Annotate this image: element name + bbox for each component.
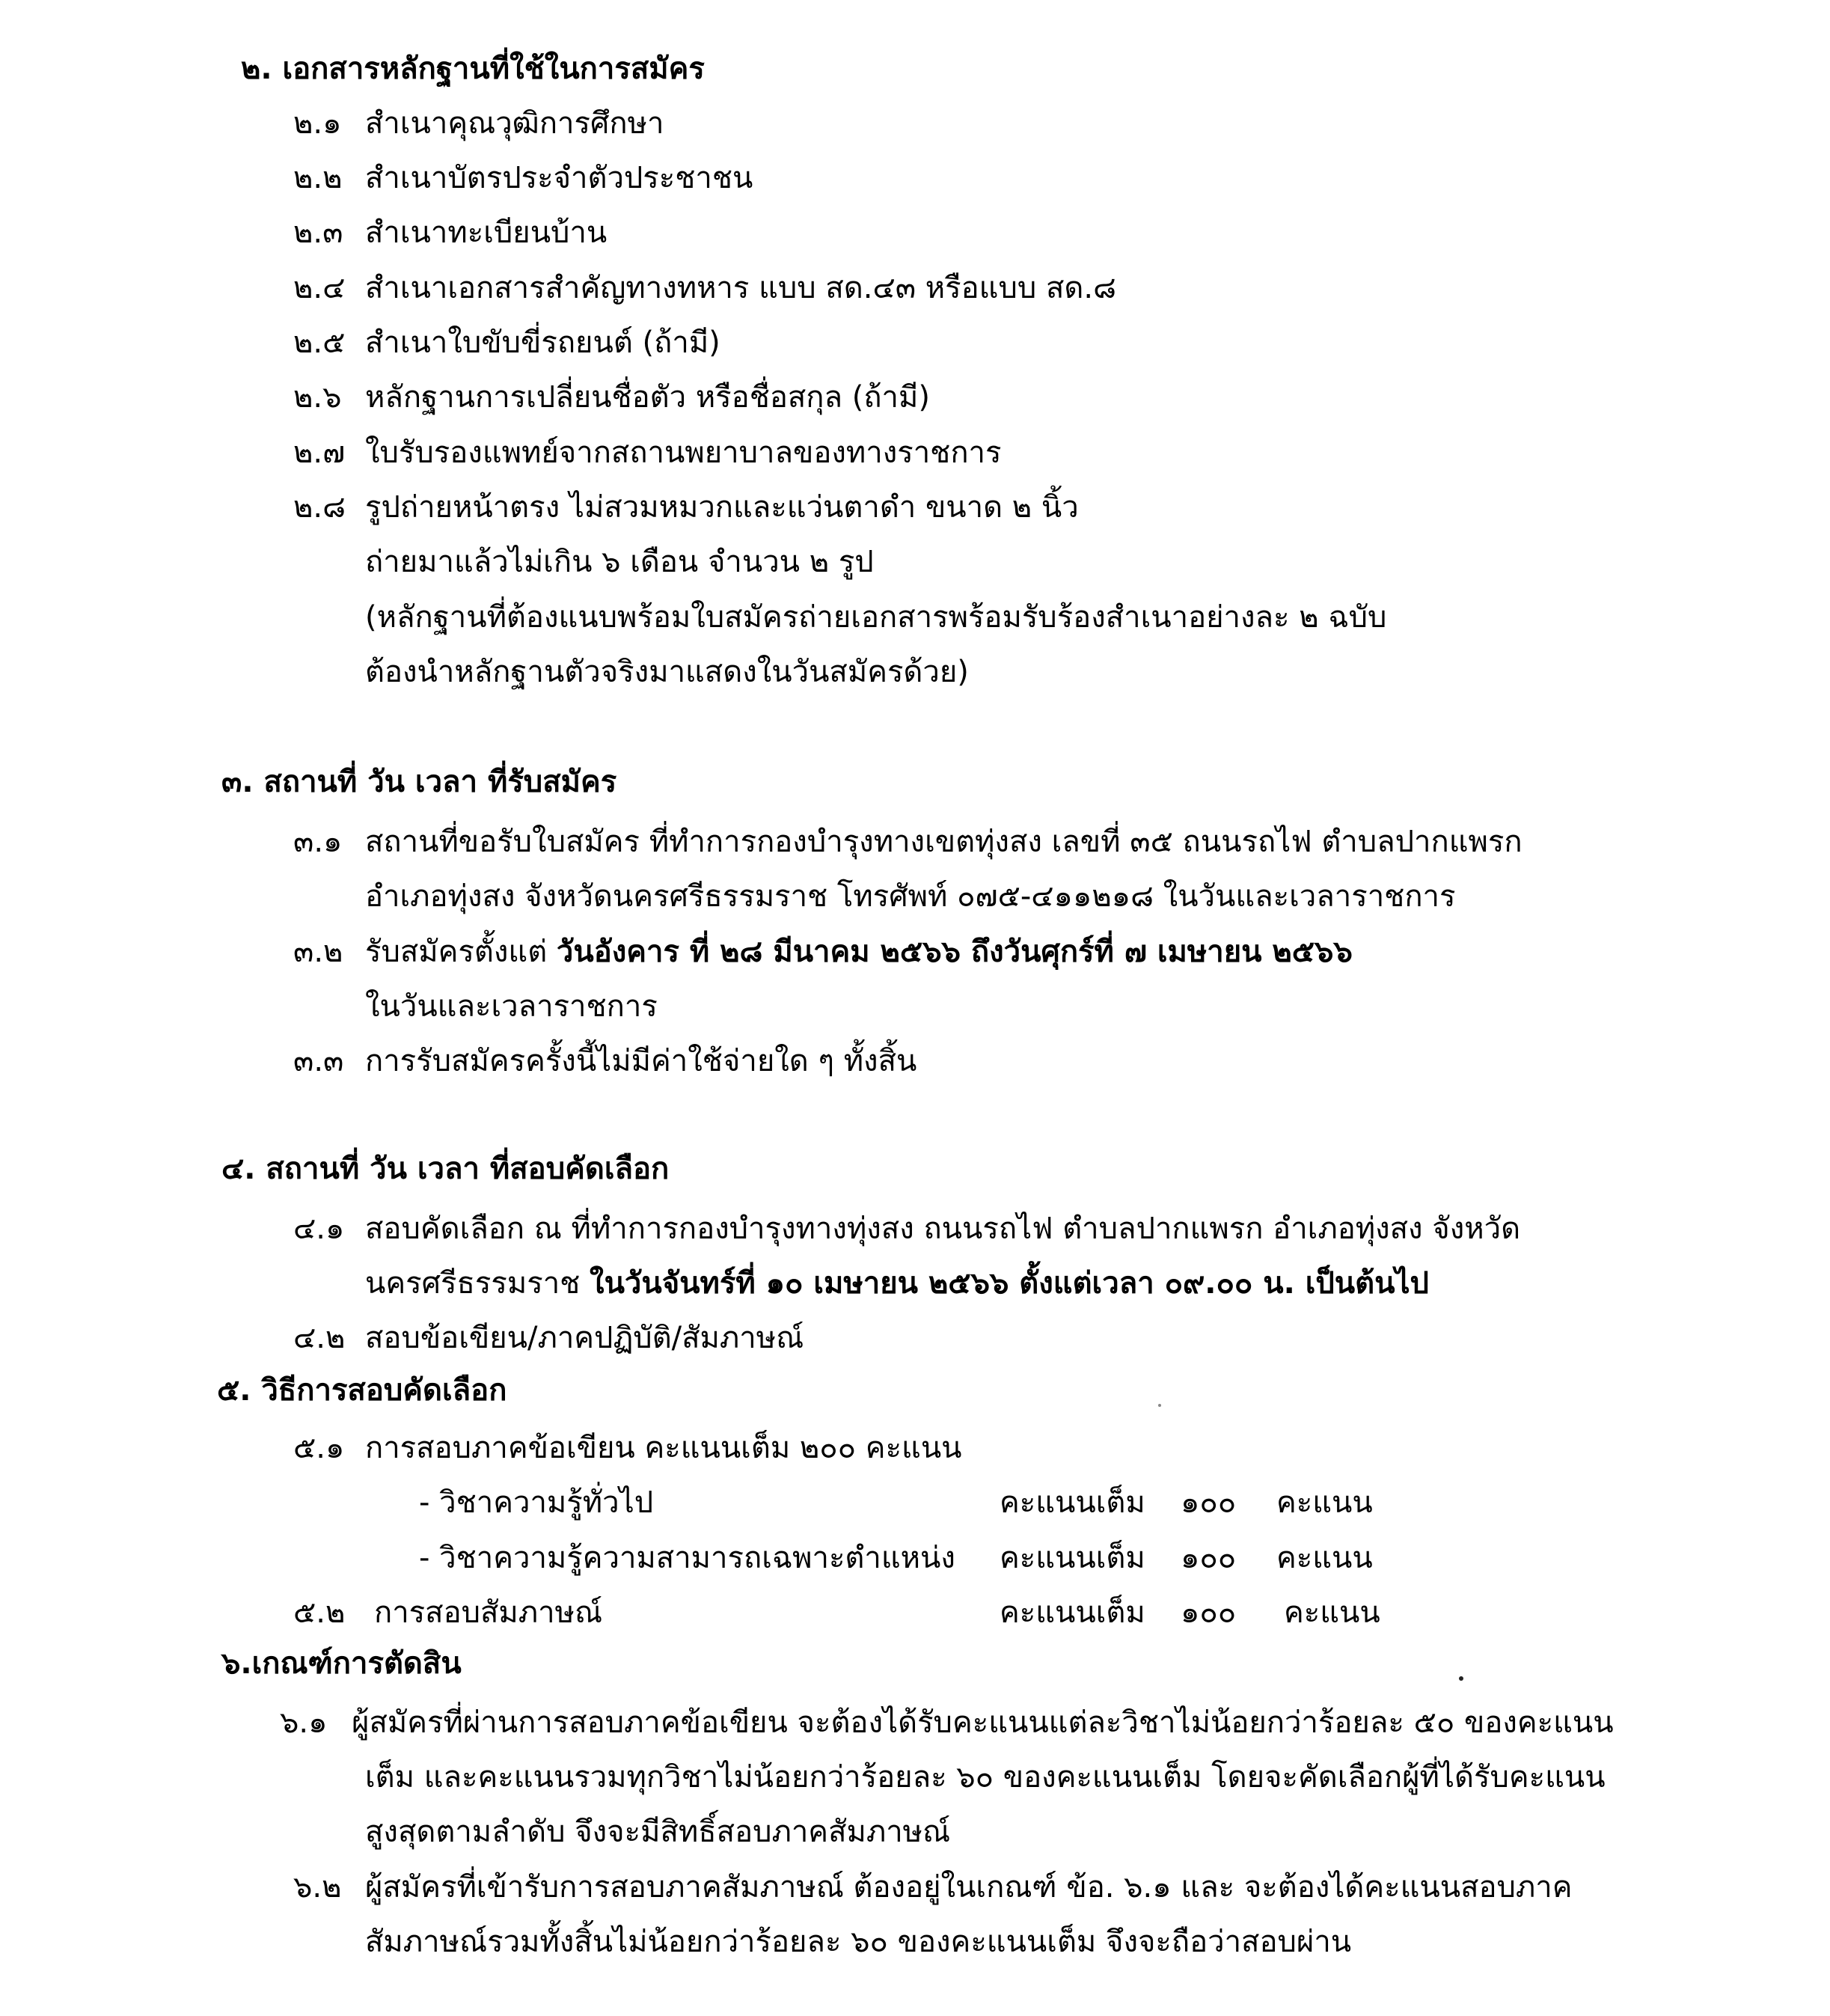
- item-text: สำเนาใบขับขี่รถยนต์ (ถ้ามี): [365, 326, 720, 360]
- list-item: [293, 432, 1002, 474]
- item-text: ใบรับรองแพทย์จากสถานพยาบาลของทางราชการ: [365, 436, 1002, 470]
- item-number: ๒.๕: [293, 326, 346, 360]
- item-continuation: ถ่ายมาแล้วไม่เกิน ๖ เดือน จำนวน ๒ รูป: [365, 545, 874, 579]
- score-unit: คะแนน: [1276, 1485, 1373, 1520]
- item-continuation: ในวันและเวลาราชการ: [365, 989, 658, 1024]
- item-number: ๕.๑: [293, 1431, 345, 1465]
- item-number: ๓.๑: [293, 825, 343, 859]
- section-5-heading: ๕. วิธีการสอบคัดเลือก: [217, 1373, 507, 1408]
- list-item: [293, 931, 1353, 973]
- item-text: หลักฐานการเปลี่ยนชื่อตัว หรือชื่อสกุล (ถ้ามี): [365, 380, 930, 415]
- item-number: ๔.๑: [293, 1212, 345, 1246]
- item-text: การสอบภาคข้อเขียน คะแนนเต็ม ๒๐๐ คะแนน: [365, 1431, 962, 1465]
- list-item: [280, 1702, 1614, 1744]
- item-text: สถานที่ขอรับใบสมัคร ที่ทำการกองบำรุงทางเขตทุ่งสง เลขที่ ๓๕ ถนนรถไฟ ตำบลปากแพรก: [365, 825, 1523, 859]
- item-text: รูปถ่ายหน้าตรง ไม่สวมหมวกและแว่นตาดำ ขนาด ๒ นิ้ว: [365, 490, 1079, 525]
- list-item: [293, 157, 753, 199]
- section-4-heading: ๔. สถานที่ วัน เวลา ที่สอบคัดเลือก: [221, 1152, 670, 1186]
- scan-speck: [1158, 1404, 1161, 1407]
- list-item: [293, 376, 930, 418]
- list-item: [293, 1208, 1520, 1250]
- note-line: (หลักฐานที่ต้องแนบพร้อมใบสมัครถ่ายเอกสารพร้อมรับร้องสำเนาอย่างละ ๒ ฉบับ: [365, 600, 1387, 635]
- item-number: ๖.๒: [293, 1870, 342, 1904]
- list-item: [293, 1040, 916, 1082]
- sub-item-label: - วิชาความรู้ทั่วไป: [419, 1485, 654, 1520]
- score-value: ๑๐๐: [1181, 1485, 1237, 1520]
- section-6-heading: ๖.เกณฑ์การตัดสิน: [221, 1646, 462, 1681]
- list-item: [293, 1592, 602, 1634]
- item-number: ๒.๖: [293, 380, 342, 415]
- score-unit: คะแนน: [1284, 1595, 1380, 1630]
- item-number: ๒.๒: [293, 161, 343, 195]
- section-2-heading: ๒. เอกสารหลักฐานที่ใช้ในการสมัคร: [241, 52, 705, 86]
- province-text: นครศรีธรรมราช: [365, 1266, 590, 1301]
- item-number: ๒.๔: [293, 271, 346, 305]
- item-continuation: เต็ม และคะแนนรวมทุกวิชาไม่น้อยกว่าร้อยละ ๖๐ ของคะแนนเต็ม โดยจะคัดเลือกผู้ที่ได้รับคะแนน: [365, 1760, 1606, 1794]
- application-dates: วันอังคาร ที่ ๒๘ มีนาคม ๒๕๖๖ ถึงวันศุกร์ที่ ๗ เมษายน ๒๕๖๖: [556, 935, 1353, 969]
- item-continuation: สูงสุดตามลำดับ จึงจะมีสิทธิ์สอบภาคสัมภาษณ์: [365, 1815, 951, 1849]
- score-value: ๑๐๐: [1181, 1595, 1237, 1630]
- item-number: ๖.๑: [280, 1705, 328, 1740]
- item-text: สอบคัดเลือก ณ ที่ทำการกองบำรุงทางทุ่งสง ถนนรถไฟ ตำบลปากแพรก อำเภอทุ่งสง จังหวัด: [365, 1212, 1521, 1246]
- score-unit: คะแนน: [1276, 1541, 1373, 1575]
- sub-item-label: - วิชาความรู้ความสามารถเฉพาะตำแหน่ง: [419, 1541, 955, 1575]
- list-item: [293, 322, 720, 364]
- scan-speck: [1459, 1676, 1463, 1681]
- item-text: สอบข้อเขียน/ภาคปฏิบัติ/สัมภาษณ์: [365, 1321, 804, 1355]
- list-item: [293, 267, 1116, 309]
- item-text: สำเนาทะเบียนบ้าน: [365, 216, 608, 250]
- item-number: ๒.๑: [293, 106, 342, 141]
- item-continuation: [365, 1262, 1429, 1304]
- note-line: ต้องนำหลักฐานตัวจริงมาแสดงในวันสมัครด้วย): [365, 655, 969, 689]
- list-item: [293, 1427, 962, 1469]
- item-number: ๒.๓: [293, 216, 343, 250]
- list-item: [293, 821, 1523, 863]
- exam-date: ในวันจันทร์ที่ ๑๐ เมษายน ๒๕๖๖ ตั้งแต่เวลา ๐๙.๐๐ น. เป็นต้นไป: [590, 1266, 1429, 1301]
- score-label: คะแนนเต็ม: [1000, 1595, 1145, 1630]
- item-text: ผู้สมัครที่เข้ารับการสอบภาคสัมภาษณ์ ต้องอยู่ในเกณฑ์ ข้อ. ๖.๑ และ จะต้องได้คะแนนสอบภาค: [365, 1870, 1573, 1904]
- item-number: ๒.๘: [293, 490, 346, 525]
- item-text: สำเนาเอกสารสำคัญทางทหาร แบบ สด.๔๓ หรือแบบ สด.๘: [365, 271, 1116, 305]
- item-continuation: อำเภอทุ่งสง จังหวัดนครศรีธรรมราช โทรศัพท์ ๐๗๕-๔๑๑๒๑๘ ในวันและเวลาราชการ: [365, 879, 1456, 914]
- score-value: ๑๐๐: [1181, 1541, 1237, 1575]
- item-text: รับสมัครตั้งแต่: [365, 935, 557, 969]
- item-text: สำเนาบัตรประจำตัวประชาชน: [365, 161, 753, 195]
- score-label: คะแนนเต็ม: [1000, 1541, 1145, 1575]
- item-number: ๓.๒: [293, 935, 343, 969]
- item-number: ๓.๓: [293, 1044, 344, 1078]
- item-number: ๕.๒: [293, 1595, 346, 1630]
- list-item: [293, 103, 664, 144]
- score-label: คะแนนเต็ม: [1000, 1485, 1145, 1520]
- item-text: การสอบสัมภาษณ์: [374, 1595, 603, 1630]
- list-item: [293, 1317, 804, 1359]
- item-text: สำเนาคุณวุฒิการศึกษา: [365, 106, 664, 141]
- section-3-heading: ๓. สถานที่ วัน เวลา ที่รับสมัคร: [221, 765, 617, 799]
- list-item: [293, 1866, 1573, 1908]
- item-continuation: สัมภาษณ์รวมทั้งสิ้นไม่น้อยกว่าร้อยละ ๖๐ ของคะแนนเต็ม จึงจะถือว่าสอบผ่าน: [365, 1925, 1352, 1959]
- item-number: ๔.๒: [293, 1321, 346, 1355]
- item-text: การรับสมัครครั้งนี้ไม่มีค่าใช้จ่ายใด ๆ ทั้งสิ้น: [365, 1044, 917, 1078]
- item-number: ๒.๗: [293, 436, 346, 470]
- item-text: ผู้สมัครที่ผ่านการสอบภาคข้อเขียน จะต้องได้รับคะแนนแต่ละวิชาไม่น้อยกว่าร้อยละ ๕๐ ของคะแนน: [352, 1705, 1614, 1740]
- list-item: [293, 212, 607, 254]
- list-item: [293, 486, 1079, 528]
